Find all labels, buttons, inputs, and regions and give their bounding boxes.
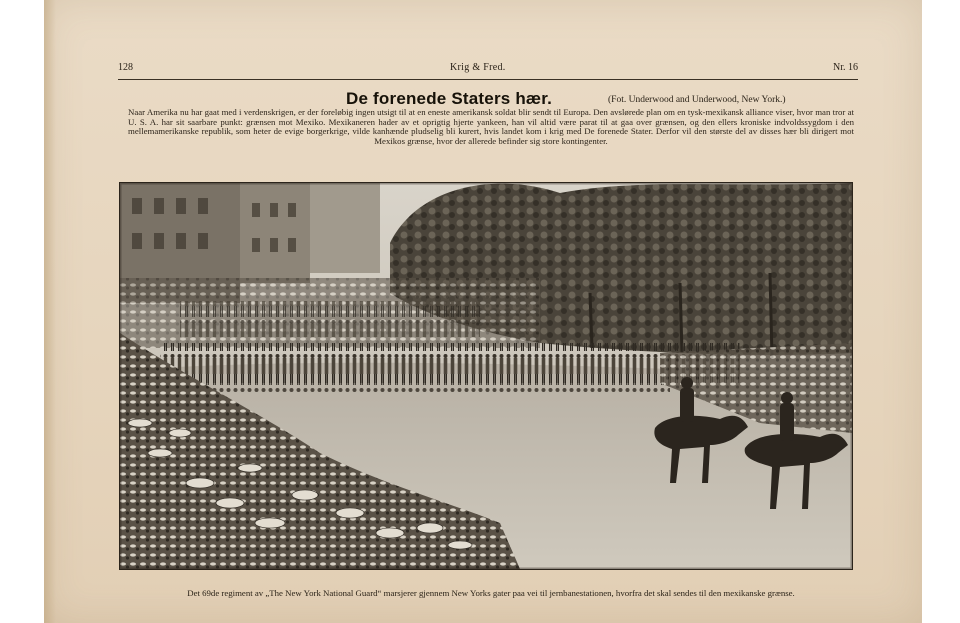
header-rule [118,79,858,80]
issue-number: Nr. 16 [833,62,858,73]
parade-photo-illustration [120,183,852,569]
parade-photograph [119,182,853,570]
page-header [118,62,858,78]
page-number: 128 [118,62,133,73]
photo-caption: Det 69de regiment av „The New York National Guard“ marsjerer gjennem New Yorks gater paa vei til jernbanestationen, hvorfra det skal sendes til den mexikanske grænse. [187,588,795,598]
photo-credit: (Fot. Underwood and Underwood, New York.) [608,95,786,105]
article-title: De forenede Staters hær. [346,89,553,108]
publication-name: Krig & Fred. [450,62,506,73]
page-edge-shadow [44,0,56,623]
article-body: Naar Amerika nu har gaat med i verdenskrigen, er der foreløbig ingen utsigt til at en eneste amerikansk soldat blir sendt til Europa. Den avslørede plan om en tysk-mexikansk alliance viser, hvor man tror at U. S. A. har sit saarbare punkt: grænsen mot Mexiko. Mexikaneren hader av et oprigtig hjerte yankeen, han vil altid være parat til at gaa over grænsen, og den ellers kroniske indvoldssygdom i den mellemamerikanske republik, som heter de evige borgerkrige, vilde kanhænde pludselig bli kurert, hvis landet kom i krig med De forenede Stater. Derfor vil den største del av disses hær bli dirigert mot Mexikos grænse, hvor der allerede befinder sig store kontingenter. [128,107,854,146]
